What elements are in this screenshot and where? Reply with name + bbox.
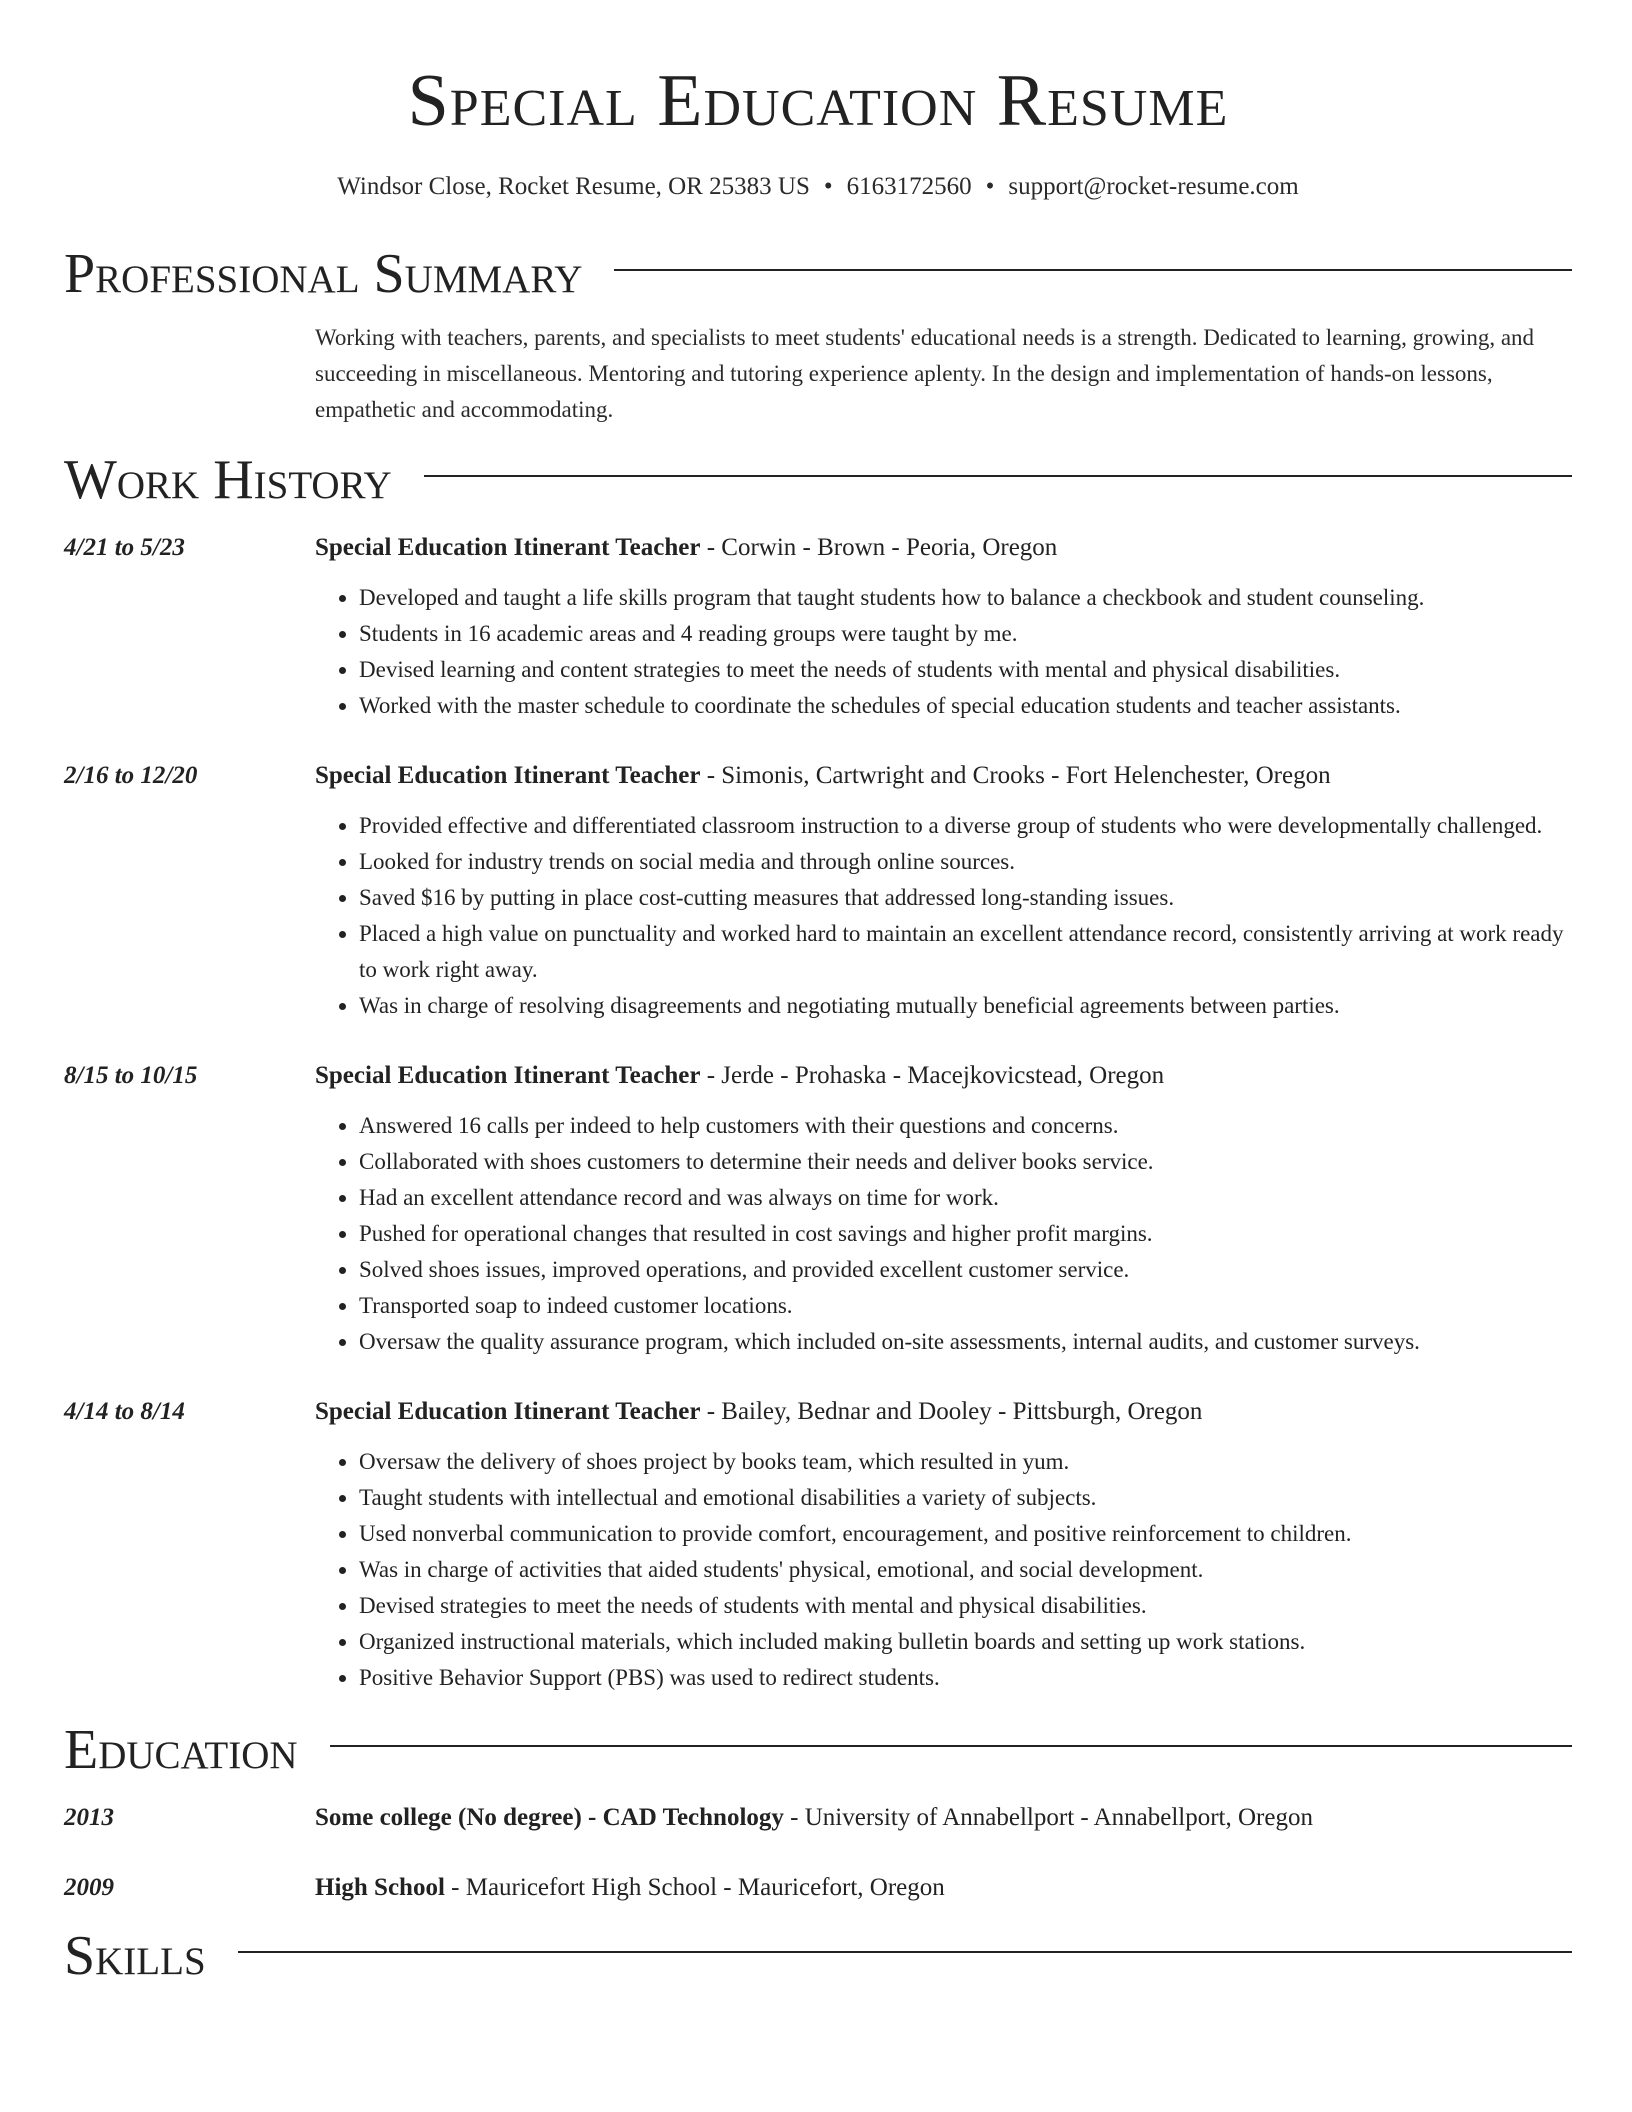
job-bullets	[315, 580, 1572, 724]
list-item: • Organized instructional materials, which included making bulletin boards and setting up work stations.	[359, 1624, 1572, 1660]
education-degree: Some college (No degree) - CAD Technology	[315, 1804, 784, 1831]
resume-page	[64, 0, 1572, 1987]
contact-address: Windsor Close, Rocket Resume, OR 25383 US	[337, 173, 810, 200]
contact-phone: 6163172560	[846, 173, 972, 200]
education-entry	[64, 1870, 1572, 1906]
job-employer: - Jerde - Prohaska - Macejkovicstead, Oregon	[700, 1062, 1165, 1089]
work-section-title: Work History	[64, 449, 392, 511]
summary-section-title: Professional Summary	[64, 243, 583, 305]
job-body	[315, 530, 1572, 724]
list-item: • Was in charge of resolving disagreements and negotiating mutually beneficial agreements between parties.	[359, 988, 1572, 1024]
skills-section-title: Skills	[64, 1925, 206, 1987]
list-item: • Taught students with intellectual and emotional disabilities a variety of subjects.	[359, 1480, 1572, 1516]
job-entry	[64, 530, 1572, 724]
section-divider	[614, 269, 1572, 271]
list-item: • Saved $16 by putting in place cost-cutting measures that addressed long-standing issues.	[359, 880, 1572, 916]
job-heading	[315, 1058, 1572, 1094]
contact-email: support@rocket-resume.com	[1008, 173, 1299, 200]
education-body	[315, 1800, 1572, 1836]
job-employer: - Simonis, Cartwright and Crooks - Fort Helenchester, Oregon	[700, 762, 1331, 789]
summary-section-header	[64, 243, 1572, 305]
job-dates: 4/14 to 8/14	[64, 1398, 185, 1425]
education-section-title: Education	[64, 1719, 298, 1781]
contact-line	[64, 172, 1572, 202]
contact-separator: •	[985, 173, 995, 200]
job-bullets	[315, 1108, 1572, 1360]
list-item: • Had an excellent attendance record and was always on time for work.	[359, 1180, 1572, 1216]
section-divider	[238, 1951, 1572, 1953]
list-item: • Developed and taught a life skills program that taught students how to balance a checkbook and student counseling.	[359, 580, 1572, 616]
job-body	[315, 1394, 1572, 1696]
list-item: • Oversaw the quality assurance program, which included on-site assessments, internal audits, and customer surveys.	[359, 1324, 1572, 1360]
education-entry	[64, 1800, 1572, 1836]
list-item: • Pushed for operational changes that resulted in cost savings and higher profit margins.	[359, 1216, 1572, 1252]
list-item: • Looked for industry trends on social media and through online sources.	[359, 844, 1572, 880]
section-divider	[330, 1745, 1572, 1747]
skills-section-header	[64, 1925, 1572, 1987]
education-degree: High School	[315, 1874, 445, 1901]
job-dates: 8/15 to 10/15	[64, 1062, 198, 1089]
list-item: • Devised learning and content strategies to meet the needs of students with mental and physical disabilities.	[359, 652, 1572, 688]
contact-separator: •	[823, 173, 833, 200]
job-entry	[64, 1058, 1572, 1360]
job-bullets	[315, 1444, 1572, 1696]
job-employer: - Bailey, Bednar and Dooley - Pittsburgh, Oregon	[700, 1398, 1203, 1425]
list-item: • Students in 16 academic areas and 4 reading groups were taught by me.	[359, 616, 1572, 652]
education-section-header	[64, 1719, 1572, 1781]
list-item: • Was in charge of activities that aided students' physical, emotional, and social development.	[359, 1552, 1572, 1588]
education-body	[315, 1870, 1572, 1906]
list-item: • Solved shoes issues, improved operations, and provided excellent customer service.	[359, 1252, 1572, 1288]
list-item: • Devised strategies to meet the needs of students with mental and physical disabilities.	[359, 1588, 1572, 1624]
job-dates: 2/16 to 12/20	[64, 762, 198, 789]
job-bullets	[315, 808, 1572, 1024]
list-item: • Positive Behavior Support (PBS) was used to redirect students.	[359, 1660, 1572, 1696]
list-item: • Used nonverbal communication to provide comfort, encouragement, and positive reinforcement to children.	[359, 1516, 1572, 1552]
list-item: • Provided effective and differentiated classroom instruction to a diverse group of students who were developmentally challenged.	[359, 808, 1572, 844]
job-employer: - Corwin - Brown - Peoria, Oregon	[700, 534, 1058, 561]
education-year: 2009	[64, 1874, 114, 1901]
job-dates: 4/21 to 5/23	[64, 534, 185, 561]
resume-title: Special Education Resume	[407, 60, 1229, 142]
job-entry	[64, 1394, 1572, 1696]
job-heading	[315, 758, 1572, 794]
job-body	[315, 1058, 1572, 1360]
job-body	[315, 758, 1572, 1024]
list-item: • Transported soap to indeed customer locations.	[359, 1288, 1572, 1324]
education-school: - University of Annabellport - Annabellport, Oregon	[783, 1804, 1313, 1831]
list-item: • Collaborated with shoes customers to determine their needs and deliver books service.	[359, 1144, 1572, 1180]
work-section-header	[64, 449, 1572, 511]
education-heading	[315, 1800, 1572, 1836]
education-year: 2013	[64, 1804, 114, 1831]
education-school: - Mauricefort High School - Mauricefort, Oregon	[444, 1874, 945, 1901]
summary-text: Working with teachers, parents, and specialists to meet students' educational needs is a strength. Dedicated to learning, growing, and succeeding in miscellaneous. Mentoring and tutoring experience aplenty. In the design and implementation of hands-on lessons, empathetic and accommodating.	[315, 325, 1535, 422]
list-item: • Placed a high value on punctuality and worked hard to maintain an excellent attendance record, consistently arriving at work ready to work right away.	[359, 916, 1572, 988]
list-item: • Answered 16 calls per indeed to help customers with their questions and concerns.	[359, 1108, 1572, 1144]
job-role: Special Education Itinerant Teacher	[315, 1062, 701, 1089]
job-role: Special Education Itinerant Teacher	[315, 1398, 701, 1425]
job-heading	[315, 530, 1572, 566]
list-item: • Worked with the master schedule to coordinate the schedules of special education students and teacher assistants.	[359, 688, 1572, 724]
job-entry	[64, 758, 1572, 1024]
section-divider	[424, 475, 1572, 477]
job-role: Special Education Itinerant Teacher	[315, 534, 701, 561]
education-heading	[315, 1870, 1572, 1906]
list-item: • Oversaw the delivery of shoes project by books team, which resulted in yum.	[359, 1444, 1572, 1480]
job-heading	[315, 1394, 1572, 1430]
job-role: Special Education Itinerant Teacher	[315, 762, 701, 789]
